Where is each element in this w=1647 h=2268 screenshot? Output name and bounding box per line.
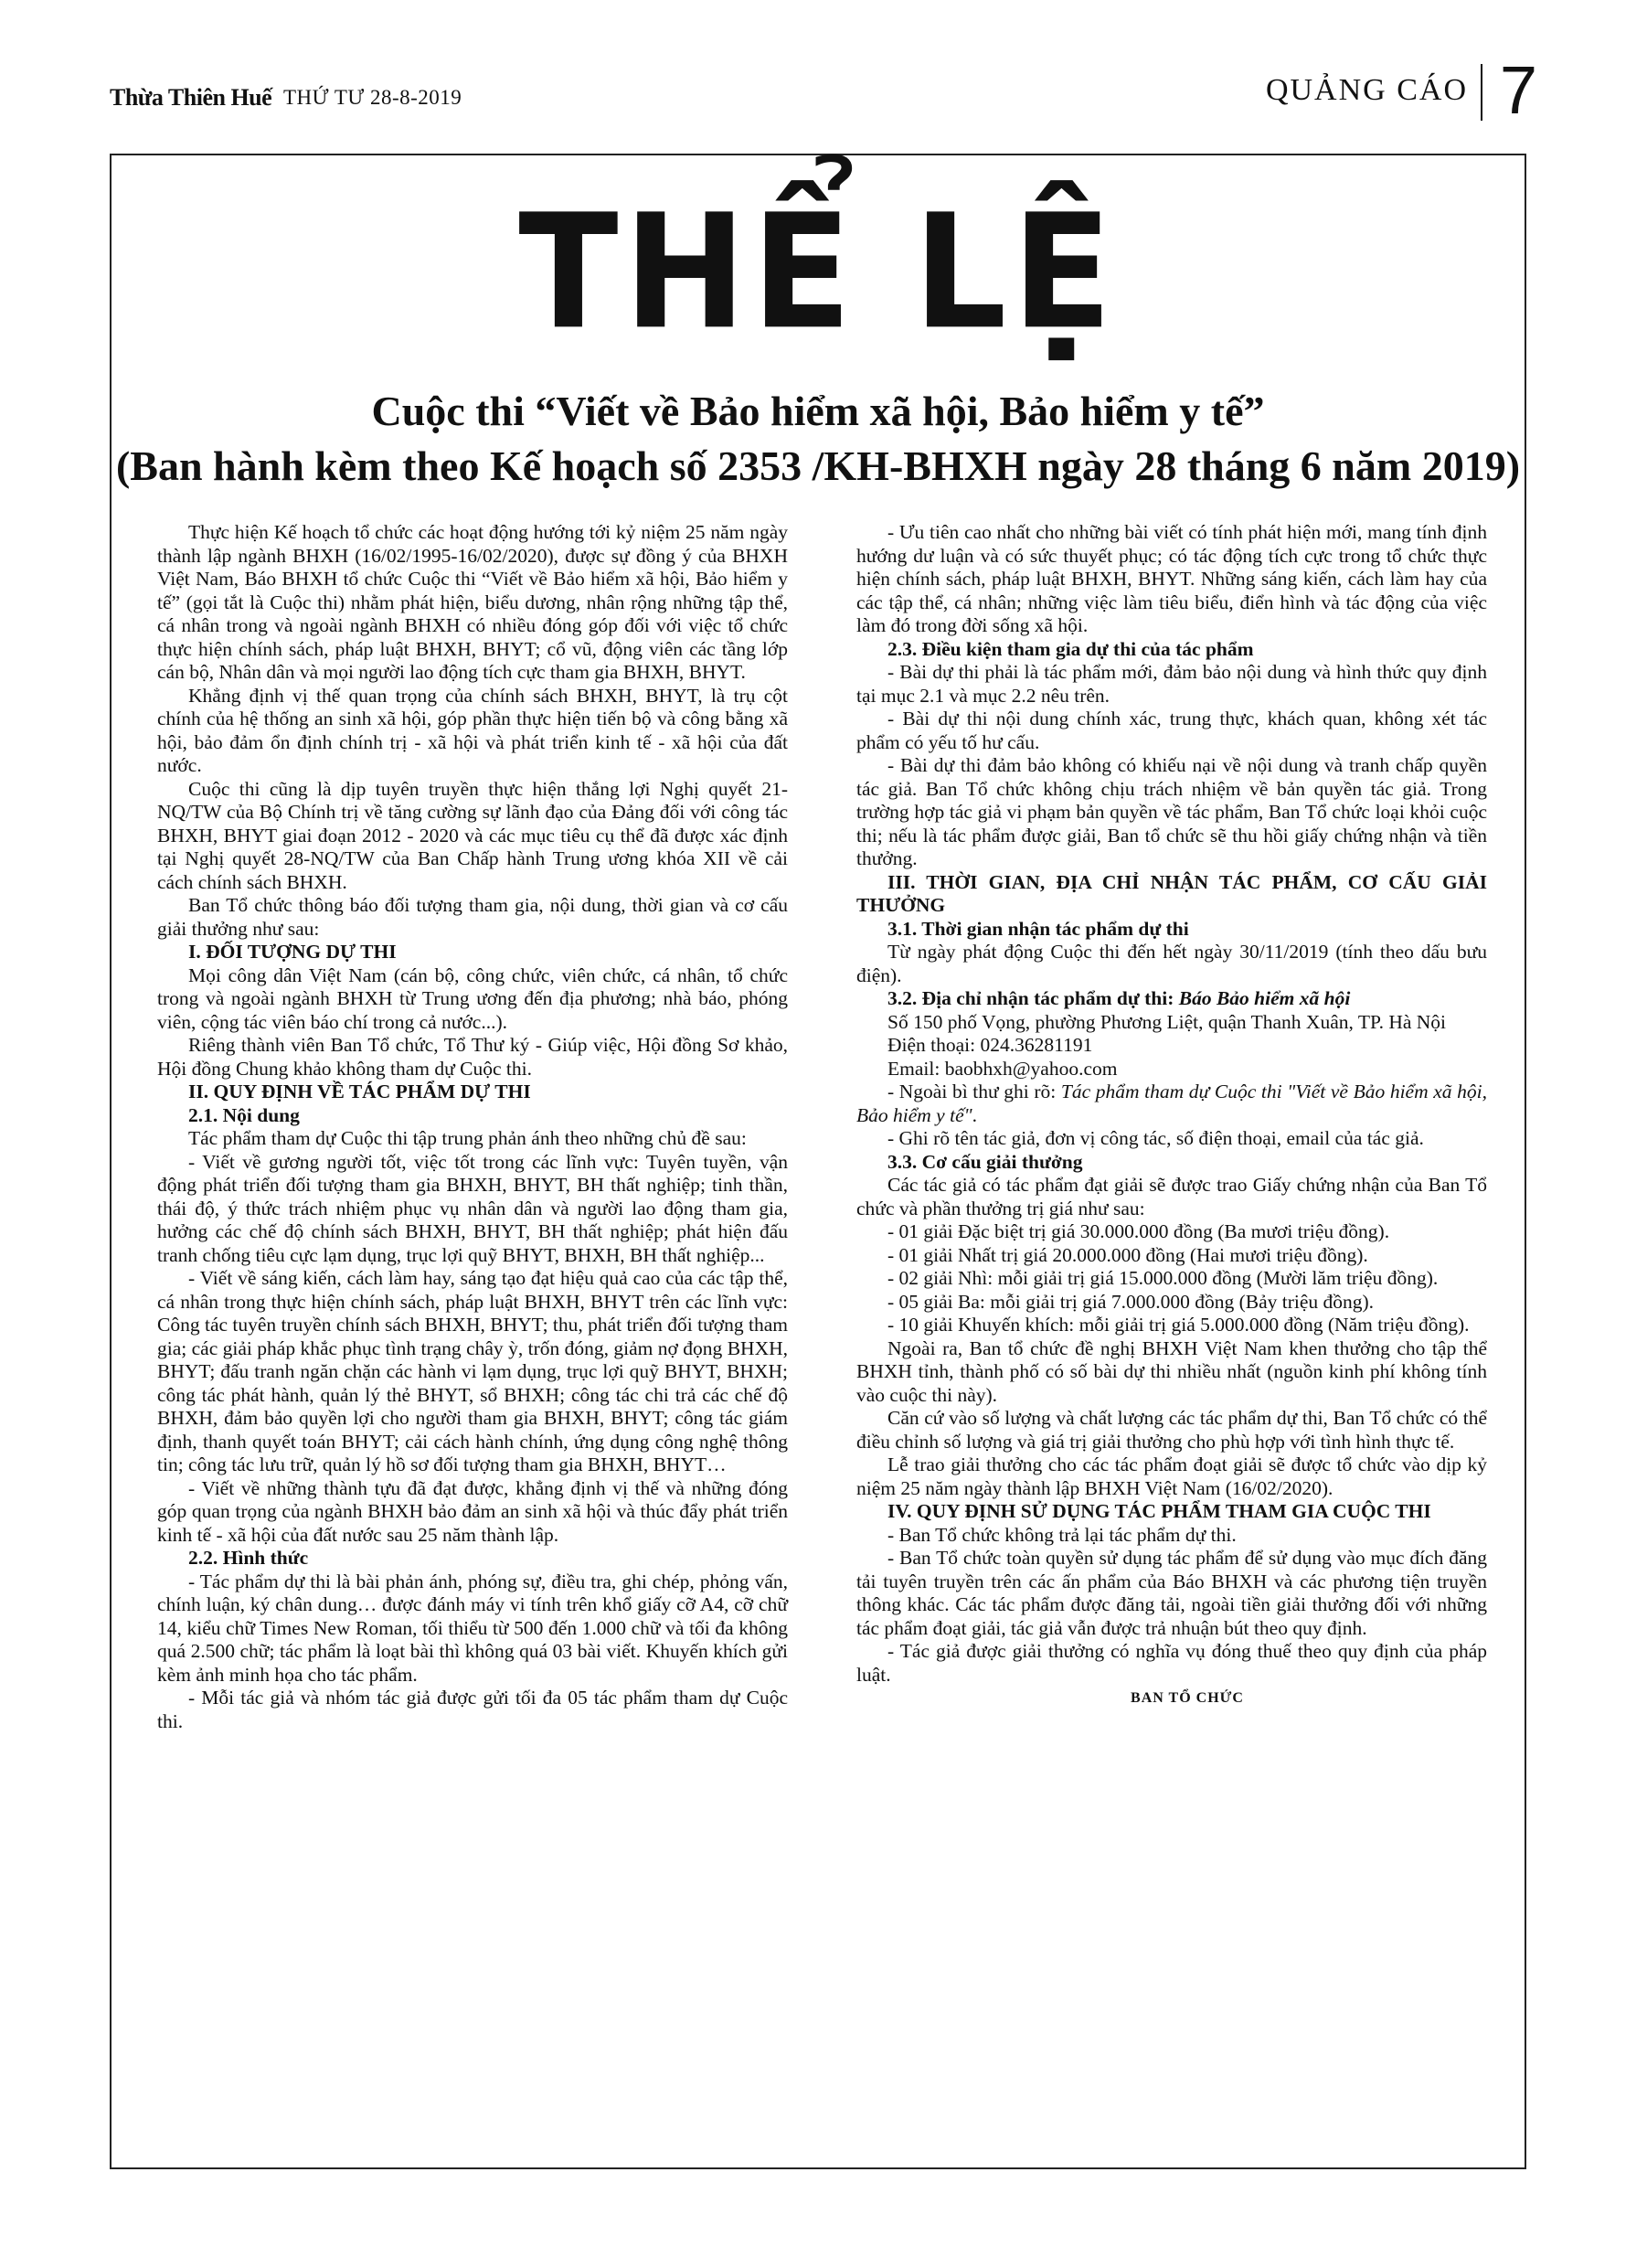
body-paragraph: Ban Tổ chức thông báo đối tượng tham gia, nội dung, thời gian và cơ cấu giải thưởng như sau: (157, 894, 788, 940)
body-paragraph: - 01 giải Đặc biệt trị giá 30.000.000 đồng (Ba mươi triệu đồng). (887, 1220, 1390, 1242)
body-paragraph: Riêng thành viên Ban Tổ chức, Tổ Thư ký - Giúp việc, Hội đồng Sơ khảo, Hội đồng Chung khảo không tham dự Cuộc thi. (157, 1034, 788, 1080)
section-label: QUẢNG CÁO (1265, 73, 1468, 107)
body-paragraph: Số 150 phố Vọng, phường Phương Liệt, quận Thanh Xuân, TP. Hà Nội (887, 1010, 1447, 1033)
section-heading: 3.3. Cơ cấu giải thưởng (887, 1150, 1083, 1173)
body-paragraph: Khẳng định vị thế quan trọng của chính sách BHXH, BHYT, là trụ cột chính của hệ thống an sinh xã hội, góp phần thực hiện tiến bộ và công bằng xã hội, bảo đảm ổn định chính trị - xã hội và phát triển kinh tế - xã hội của đất nước. (157, 684, 788, 776)
body-paragraph: - Mỗi tác giả và nhóm tác giả được gửi tối đa 05 tác phẩm tham dự Cuộc thi. (157, 1687, 788, 1732)
section-heading: IV. QUY ĐỊNH SỬ DỤNG TÁC PHẨM THAM GIA CUỘC THI (887, 1500, 1431, 1522)
paragraph-text: 3.2. Địa chỉ nhận tác phẩm dự thi: (887, 987, 1179, 1009)
body-paragraph: Lễ trao giải thưởng cho các tác phẩm đoạt giải sẽ được tổ chức vào dịp kỷ niệm 25 năm ngày thành lập BHXH Việt Nam (16/02/2020). (856, 1453, 1487, 1499)
body-paragraph: - Ưu tiên cao nhất cho những bài viết có tính phát hiện mới, mang tính định hướng dư luận và có sức thuyết phục; có tác động tích cực trong tổ chức thực hiện chính sách, pháp luật BHXH, BHYT. Những sáng kiến, cách làm hay của các tập thể, cá nhân; những việc làm tiêu biểu, điển hình và tác động của việc làm đó trong đời sống xã hội. (856, 521, 1487, 636)
article-subtitle (112, 384, 1525, 494)
page-header (110, 52, 1537, 128)
header-divider (1481, 64, 1482, 121)
signature: BAN TỔ CHỨC (1131, 1690, 1244, 1706)
body-paragraph: Từ ngày phát động Cuộc thi đến hết ngày 30/11/2019 (tính theo dấu bưu điện). (856, 941, 1487, 986)
paragraph-text: - Ngoài bì thư ghi rõ: (887, 1081, 1061, 1102)
section-heading: 2.3. Điều kiện tham gia dự thi của tác phẩm (887, 637, 1254, 660)
body-paragraph: Tác phẩm tham dự Cuộc thi tập trung phản ánh theo những chủ đề sau: (188, 1127, 747, 1149)
section-heading (856, 987, 1487, 1011)
subtitle-line-2: (Ban hành kèm theo Kế hoạch số 2353 /KH-BHXH ngày 28 tháng 6 năm 2019) (115, 442, 1521, 489)
article-title: THỂ LỆ (518, 179, 1118, 365)
body-paragraph: - 10 giải Khuyến khích: mỗi giải trị giá 5.000.000 đồng (Năm triệu đồng). (887, 1314, 1470, 1336)
body-paragraph (856, 1081, 1487, 1127)
body-paragraph: Mọi công dân Việt Nam (cán bộ, công chức, viên chức, cá nhân, tổ chức trong và ngoài ngành BHXH từ Trung ương đến địa phương; nhà báo, phóng viên, cộng tác viên báo chí trong cả nước...). (157, 964, 788, 1033)
body-paragraph: - 01 giải Nhất trị giá 20.000.000 đồng (Hai mươi triệu đồng). (887, 1243, 1368, 1266)
body-paragraph: Cuộc thi cũng là dịp tuyên truyền thực hiện thắng lợi Nghị quyết 21-NQ/TW của Bộ Chính trị về tăng cường sự lãnh đạo của Đảng đối với công tác BHXH, BHYT giai đoạn 2012 - 2020 và các mục tiêu cụ thể đã được xác định tại Nghị quyết 28-NQ/TW của Ban Chấp hành Trung ương khóa XII về cải cách chính sách BHXH. (157, 777, 788, 893)
body-paragraph: - 05 giải Ba: mỗi giải trị giá 7.000.000 đồng (Bảy triệu đồng). (887, 1290, 1375, 1313)
section-heading: 2.1. Nội dung (188, 1103, 300, 1126)
body-paragraph: Các tác giả có tác phẩm đạt giải sẽ được trao Giấy chứng nhận của Ban Tổ chức và phần thưởng trị giá như sau: (856, 1174, 1487, 1219)
body-paragraph: - Bài dự thi nội dung chính xác, trung thực, khách quan, không xét tác phẩm có yếu tố hư cấu. (856, 708, 1487, 753)
body-paragraph: - Tác phẩm dự thi là bài phản ánh, phóng sự, điều tra, ghi chép, phỏng vấn, chính luận, ký chân dung… được đánh máy vi tính trên khổ giấy cỡ A4, cỡ chữ 14, kiểu chữ Times New Roman, tối thiểu từ 500 đến 1.000 chữ và tối đa không quá 2.500 chữ; tác phẩm là loạt bài thì không quá 03 bài viết. Khuyến khích gửi kèm ảnh minh họa cho tác phẩm. (157, 1570, 788, 1686)
body-paragraph: - Ban Tổ chức không trả lại tác phẩm dự thi. (887, 1523, 1237, 1546)
body-paragraph: Căn cứ vào số lượng và chất lượng các tác phẩm dự thi, Ban Tổ chức có thể điều chỉnh số lượng và giá trị giải thưởng cho phù hợp với tình hình thực tế. (856, 1407, 1487, 1453)
masthead: Thừa Thiên Huế (110, 84, 272, 111)
article-frame (110, 154, 1526, 2169)
italic-text: Tác phẩm tham dự Cuộc thi "Viết về Bảo hiểm xã hội, Bảo hiểm y tế" (856, 1081, 1487, 1126)
body-paragraph: Email: baobhxh@yahoo.com (887, 1057, 1118, 1080)
body-paragraph: Ngoài ra, Ban tổ chức đề nghị BHXH Việt Nam khen thưởng cho tập thể BHXH tỉnh, thành phố có số bài dự thi nhiều nhất (nguồn kinh phí không tính vào cuộc thi này). (856, 1336, 1487, 1406)
section-heading: 3.1. Thời gian nhận tác phẩm dự thi (887, 917, 1189, 940)
section-heading: 2.2. Hình thức (188, 1547, 309, 1569)
right-column (856, 521, 1487, 1710)
body-paragraph: Thực hiện Kế hoạch tổ chức các hoạt động hướng tới kỷ niệm 25 năm ngày thành lập ngành BHXH (16/02/1995-16/02/2020), được sự đồng ý của BHXH Việt Nam, Báo BHXH tổ chức Cuộc thi “Viết về Bảo hiểm xã hội, Bảo hiểm y tế” (gọi tắt là Cuộc thi) nhằm phát hiện, biểu dương, nhân rộng những tập thể, cá nhân trong và ngoài ngành BHXH có nhiều đóng góp đối với việc tổ chức thực hiện chính sách, pháp luật BHXH, BHYT; cổ vũ, động viên các tầng lớp cán bộ, Nhân dân và mọi người lao động tích cực tham gia BHXH, BHYT. (157, 521, 788, 683)
body-paragraph: Điện thoại: 024.36281191 (887, 1034, 1093, 1056)
body-paragraph: - Ghi rõ tên tác giả, đơn vị công tác, số điện thoại, email của tác giả. (887, 1127, 1424, 1149)
body-paragraph: - Viết về sáng kiến, cách làm hay, sáng tạo đạt hiệu quả cao của các tập thể, cá nhân trong thực hiện chính sách, pháp luật BHXH, BHYT trên các lĩnh vực: Công tác tuyên truyền chính sách BHXH, BHYT; thu, phát triển đối tượng tham gia; các giải pháp khắc phục tình trạng chây ỳ, trốn đóng, giảm nợ đọng BHXH, BHYT; đấu tranh ngăn chặn các hành vi lạm dụng, trục lợi quỹ BHYT, BHXH; công tác phát hành, quản lý thẻ BHYT, sổ BHXH; công tác chi trả các chế độ BHXH, đảm bảo quyền lợi cho người tham gia BHXH, BHYT; công tác giám định, thanh quyết toán BHYT; cải cách hành chính, ứng dụng công nghệ thông tin; công tác lưu trữ, quản lý hồ sơ đối tượng tham gia BHXH, BHYT… (157, 1267, 789, 1475)
section-heading: II. QUY ĐỊNH VỀ TÁC PHẨM DỰ THI (188, 1081, 531, 1102)
left-column (157, 521, 788, 1733)
subtitle-line-1: Cuộc thi “Viết về Bảo hiểm xã hội, Bảo hiểm y tế” (371, 388, 1265, 434)
body-paragraph: - 02 giải Nhì: mỗi giải trị giá 15.000.000 đồng (Mười lăm triệu đồng). (887, 1267, 1439, 1289)
body-paragraph: - Ban Tổ chức toàn quyền sử dụng tác phẩm để sử dụng vào mục đích đăng tải tuyên truyền trên các ấn phẩm của Báo BHXH và các phương tiện truyền thông khác. Các tác phẩm được đăng tải, ngoài tiền giải thưởng đối với những tác phẩm đoạt giải, tác giả vẫn được trả nhuận bút theo quy định. (856, 1547, 1487, 1639)
body-paragraph: - Bài dự thi phải là tác phẩm mới, đảm bảo nội dung và hình thức quy định tại mục 2.1 và mục 2.2 nêu trên. (856, 661, 1487, 707)
section-heading: I. ĐỐI TƯỢNG DỰ THI (188, 941, 397, 963)
page-number: 7 (1499, 52, 1537, 128)
paragraph-tail: . (972, 1103, 978, 1126)
issue-date: THỨ TƯ 28-8-2019 (283, 86, 462, 109)
body-paragraph: - Viết về gương người tốt, việc tốt trong các lĩnh vực: Tuyên tuyền, vận động phát triển đối tượng tham gia BHXH, BHYT, BH thất nghiệp; tinh thần, thái độ, ý thức trách nhiệm phục vụ nhân dân và người lao động tham gia, hưởng các chế độ chính sách BHXH, BHYT, BH thất nghiệp; phát hiện đấu tranh chống tiêu cực lạm dụng, trục lợi quỹ BHYT, BHXH, BH thất nghiệp... (157, 1150, 788, 1266)
italic-text: Báo Bảo hiểm xã hội (1178, 987, 1351, 1009)
body-paragraph: - Viết về những thành tựu đã đạt được, khẳng định vị thế và những đóng góp quan trọng của ngành BHXH bảo đảm an sinh xã hội và thúc đẩy phát triển kinh tế - xã hội của đất nước sau 25 năm thành lập. (157, 1476, 788, 1546)
section-heading: III. THỜI GIAN, ĐỊA CHỈ NHẬN TÁC PHẨM, CƠ CẤU GIẢI THƯỞNG (856, 870, 1487, 916)
body-paragraph: - Bài dự thi đảm bảo không có khiếu nại về nội dung và tranh chấp quyền tác giả. Ban Tổ chức không chịu trách nhiệm về bản quyền tác giả. Trong trường hợp tác giả vi phạm bản quyền về tác phẩm, Ban Tổ chức loại khỏi cuộc thi; nếu là tác phẩm được giải, Ban tổ chức sẽ thu hồi giấy chứng nhận và tiền thưởng. (856, 754, 1487, 869)
body-paragraph: - Tác giả được giải thưởng có nghĩa vụ đóng thuế theo quy định của pháp luật. (856, 1640, 1487, 1686)
